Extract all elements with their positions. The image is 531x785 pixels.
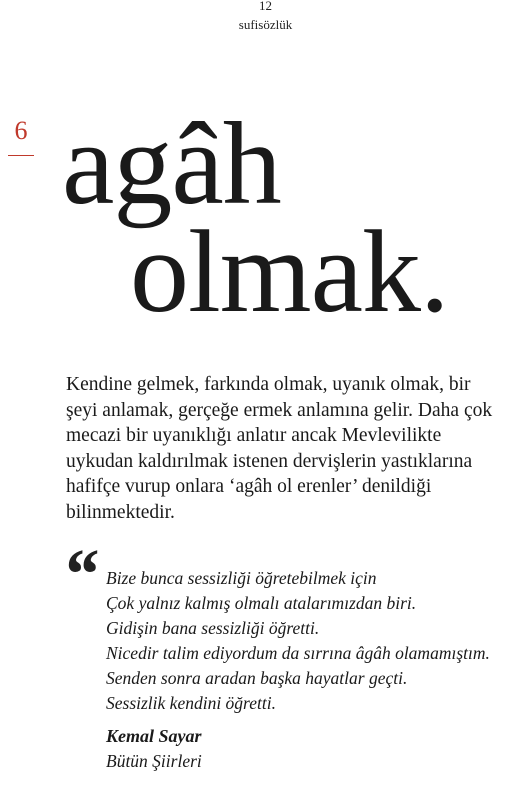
poem-line: Çok yalnız kalmış olmalı atalarımızdan biri. [106, 593, 417, 613]
poem-line: Senden sonra aradan başka hayatlar geçti. [106, 668, 408, 688]
quote-author: Kemal Sayar [106, 726, 202, 746]
poem-quote [106, 566, 531, 716]
running-header: sufisözlük [238, 17, 293, 32]
page-number: 12 [259, 0, 272, 13]
headword [62, 98, 449, 337]
poem-line: Bize bunca sessizliği öğretebilmek için [106, 568, 377, 588]
headword-line-2: olmak. [130, 206, 449, 337]
entry-number: 6 [14, 116, 28, 145]
quote-source: Bütün Şiirleri [106, 751, 202, 771]
poem-line: Nicedir talim ediyordum da sırrına âgâh olamamıştım. [106, 643, 490, 663]
poem-line: Gidişin bana sessizliği öğretti. [106, 618, 320, 638]
headword-line-1: agâh [62, 98, 281, 229]
poem-line: Sessizlik kendini öğretti. [106, 693, 276, 713]
definition-paragraph: Kendine gelmek, farkında olmak, uyanık olmak, bir şeyi anlamak, gerçeğe ermek anlamına gelir. Daha çok mecazi bir uyanıklığı anlatır ancak Mevlevilikte uykudan kaldırılmak istenen dervişlerin yastıklarına hafifçe vurup onlara ‘agâh ol erenler’ denildiği bilinmektedir. [66, 374, 493, 523]
entry-number-underline [8, 155, 34, 156]
quote-mark-icon: “ [62, 534, 98, 614]
